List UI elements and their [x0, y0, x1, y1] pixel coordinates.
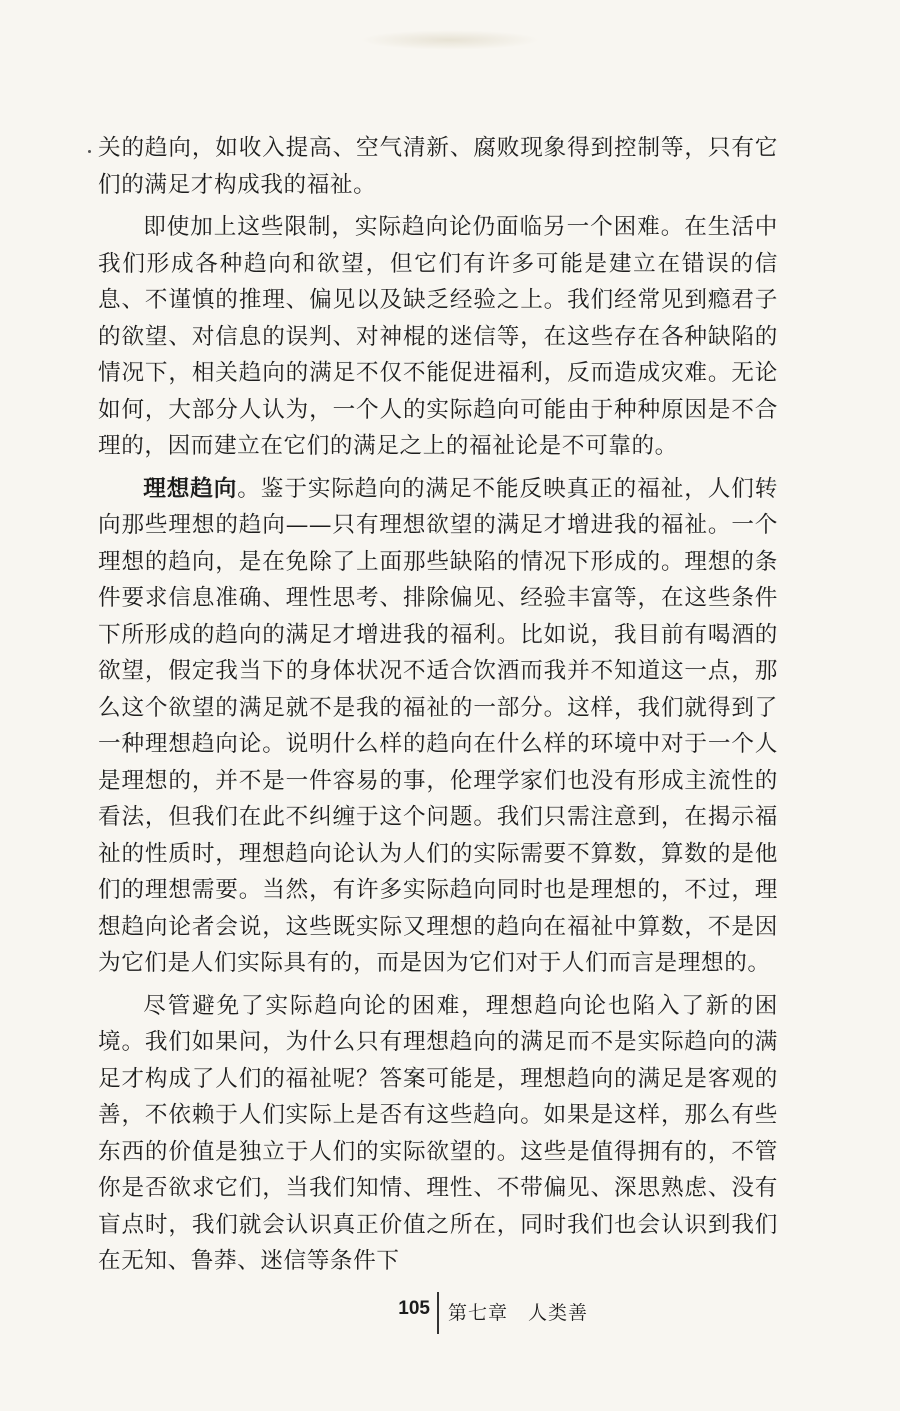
paragraph-1: 关的趋向，如收入提高、空气清新、腐败现象得到控制等，只有它们的满足才构成我的福祉。: [98, 135, 778, 198]
margin-mark: [88, 150, 91, 153]
paragraph-3-text: 。鉴于实际趋向的满足不能反映真正的福祉，人们转向那些理想的趋向——只有理想欲望的满足才增进我的福祉。一个理想的趋向，是在免除了上面那些缺陷的情况下形成的。理想的条件要求信息准确、理性思考、排除偏见、经验丰富等，在这些条件下所形成的趋向的满足才增进我的福利。比如说，我目前有喝酒的欲望，假定我当下的身体状况不适合饮酒而我并不知道这一点，那么这个欲望的满足就不是我的福祉的一部分。这样，我们就得到了一种理想趋向论。说明什么样的趋向在什么样的环境中对于一个人是理想的，并不是一件容易的事，伦理学家们也没有形成主流性的看法，但我们在此不纠缠于这个问题。我们只需注意到，在揭示福祉的性质时，理想趋向论认为人们的实际需要不算数，算数的是他们的理想需要。当然，有许多实际趋向同时也是理想的，不过，理想趋向论者会说，这些既实际又理想的趋向在福祉中算数，不是因为它们是人们实际具有的，而是因为它们对于人们而言是理想的。: [98, 475, 778, 976]
chapter-title: 第七章 人类善: [448, 1302, 589, 1324]
paragraph-4: 尽管避免了实际趋向论的困难，理想趋向论也陷入了新的困境。我们如果问，为什么只有理想趋向的满足而不是实际趋向的满足才构成了人们的福祉呢？答案可能是，理想趋向的满足是客观的善，不依赖于人们实际上是否有这些趋向。如果是这样，那么有些东西的价值是独立于人们的实际欲望的。这些是值得拥有的，不管你是否欲求它们，当我们知情、理性、不带偏见、深思熟虑、没有盲点时，我们就会认识真正价值之所在，同时我们也会认识到我们在无知、鲁莽、迷信等条件下: [98, 992, 778, 1274]
paragraph-3: [98, 471, 778, 982]
body-text: [98, 130, 778, 1280]
header-smudge: [360, 30, 540, 50]
paragraph-2: 即使加上这些限制，实际趋向论仍面临另一个困难。在生活中我们形成各种趋向和欲望，但它们有许多可能是建立在错误的信息、不谨慎的推理、偏见以及缺乏经验之上。我们经常见到瘾君子的欲望、对信息的误判、对神棍的迷信等，在这些存在各种缺陷的情况下，相关趋向的满足不仅不能促进福利，反而造成灾难。无论如何，大部分人认为，一个人的实际趋向可能由于种种原因是不合理的，因而建立在它们的满足之上的福祉论是不可靠的。: [98, 214, 778, 459]
page-footer: [0, 1292, 900, 1332]
footer-divider: [437, 1292, 439, 1334]
page-number: 105: [398, 1298, 430, 1319]
section-term: 理想趋向: [143, 475, 238, 502]
